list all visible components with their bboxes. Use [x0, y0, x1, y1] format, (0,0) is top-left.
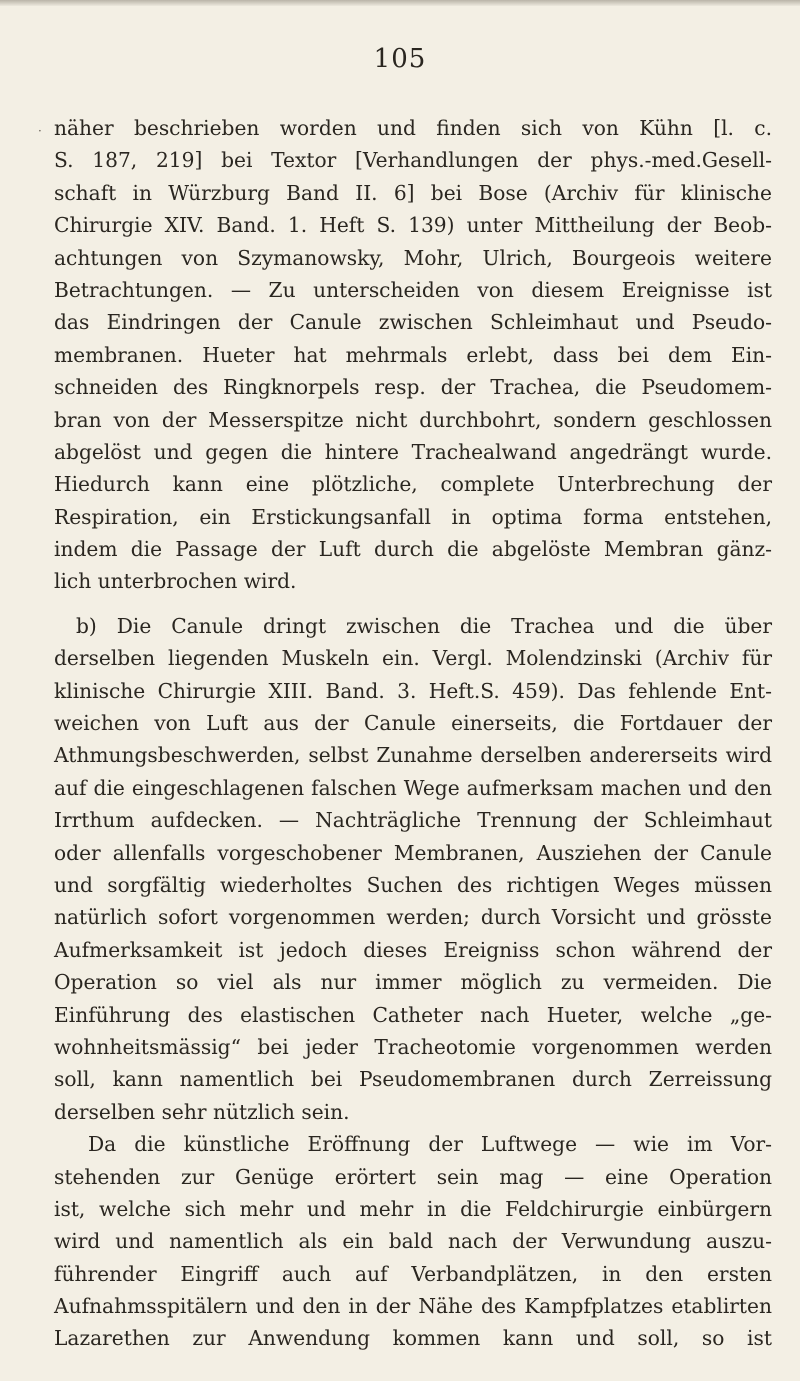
page-number: 105: [373, 44, 427, 74]
text-line: schaft in Würzburg Band II. 6] bei Bose (Archiv für klinische: [54, 180, 772, 205]
text-line: das Eindringen der Canule zwischen Schleimhaut und Pseudo-: [54, 310, 772, 335]
text-line: führender Eingriff auch auf Verbandplätzen, in den ersten: [54, 1261, 772, 1286]
text-line: weichen von Luft aus der Canule einerseits, die Fortdauer der: [54, 711, 772, 736]
page-top-edge: [0, 0, 800, 6]
text-line: Einführung des elastischen Catheter nach Hueter, welche „ge-: [54, 1002, 772, 1027]
text-line: lich unterbrochen wird.: [54, 569, 297, 594]
text-line: b) Die Canule dringt zwischen die Trachea und die über: [76, 613, 772, 638]
text-line: natürlich sofort vorgenommen werden; durch Vorsicht und grösste: [54, 905, 772, 930]
text-line: Respiration, ein Erstickungsanfall in optima forma entstehen,: [54, 504, 772, 529]
text-line: stehenden zur Genüge erörtert sein mag — eine Operation: [54, 1164, 772, 1189]
text-line: achtungen von Szymanowsky, Mohr, Ulrich, Bourgeois weitere: [54, 245, 772, 270]
paragraph-gap: [54, 598, 772, 610]
text-line: und sorgfältig wiederholtes Suchen des richtigen Weges müssen: [54, 872, 772, 897]
text-line: bran von der Messerspitze nicht durchbohrt, sondern geschlossen: [54, 407, 772, 432]
text-line: wohnheitsmässig“ bei jeder Tracheotomie vorgenommen werden: [54, 1034, 772, 1059]
text-line: Athmungsbeschwerden, selbst Zunahme derselben andererseits wird: [54, 743, 772, 768]
text-line: Chirurgie XIV. Band. 1. Heft S. 139) unter Mittheilung der Beob-: [54, 213, 772, 238]
text-line: membranen. Hueter hat mehrmals erlebt, dass bei dem Ein-: [54, 342, 772, 367]
text-line: wird und namentlich als ein bald nach der Verwundung auszu-: [54, 1229, 772, 1254]
margin-mark: ·: [38, 124, 42, 138]
text-line: Aufnahmsspitälern und den in der Nähe des Kampfplatzes etablirten: [54, 1294, 772, 1319]
text-line: Da die künstliche Eröffnung der Luftwege — wie im Vor-: [88, 1132, 772, 1157]
text-line: Hiedurch kann eine plötzliche, complete Unterbrechung der: [54, 472, 772, 497]
body-text: [54, 112, 772, 1355]
text-line: Aufmerksamkeit ist jedoch dieses Ereigniss schon während der: [54, 937, 772, 962]
text-line: derselben sehr nützlich sein.: [54, 1099, 350, 1124]
text-line: schneiden des Ringknorpels resp. der Trachea, die Pseudomem-: [54, 375, 772, 400]
text-line: Operation so viel als nur immer möglich zu vermeiden. Die: [54, 970, 772, 995]
text-line: abgelöst und gegen die hintere Trachealwand angedrängt wurde.: [54, 439, 772, 464]
text-line: Irrthum aufdecken. — Nachträgliche Trennung der Schleimhaut: [54, 808, 772, 833]
text-line: oder allenfalls vorgeschobener Membranen, Ausziehen der Canule: [54, 840, 772, 865]
text-line: soll, kann namentlich bei Pseudomembranen durch Zerreissung: [54, 1067, 772, 1092]
text-line: ist, welche sich mehr und mehr in die Feldchirurgie einbürgern: [54, 1196, 772, 1221]
text-line: näher beschrieben worden und finden sich von Kühn [l. c.: [54, 116, 772, 140]
text-line: klinische Chirurgie XIII. Band. 3. Heft.S. 459). Das fehlende Ent-: [54, 678, 772, 703]
text-line: derselben liegenden Muskeln ein. Vergl. Molendzinski (Archiv für: [54, 646, 772, 671]
text-line: S. 187, 219] bei Textor [Verhandlungen der phys.-med.Gesell-: [54, 148, 772, 173]
text-line: auf die eingeschlagenen falschen Wege aufmerksam machen und den: [54, 775, 772, 800]
text-line: Lazarethen zur Anwendung kommen kann und soll, so ist: [54, 1326, 772, 1351]
text-line: Betrachtungen. — Zu unterscheiden von diesem Ereignisse ist: [54, 277, 772, 302]
text-line: indem die Passage der Luft durch die abgelöste Membran gänz-: [54, 537, 772, 562]
